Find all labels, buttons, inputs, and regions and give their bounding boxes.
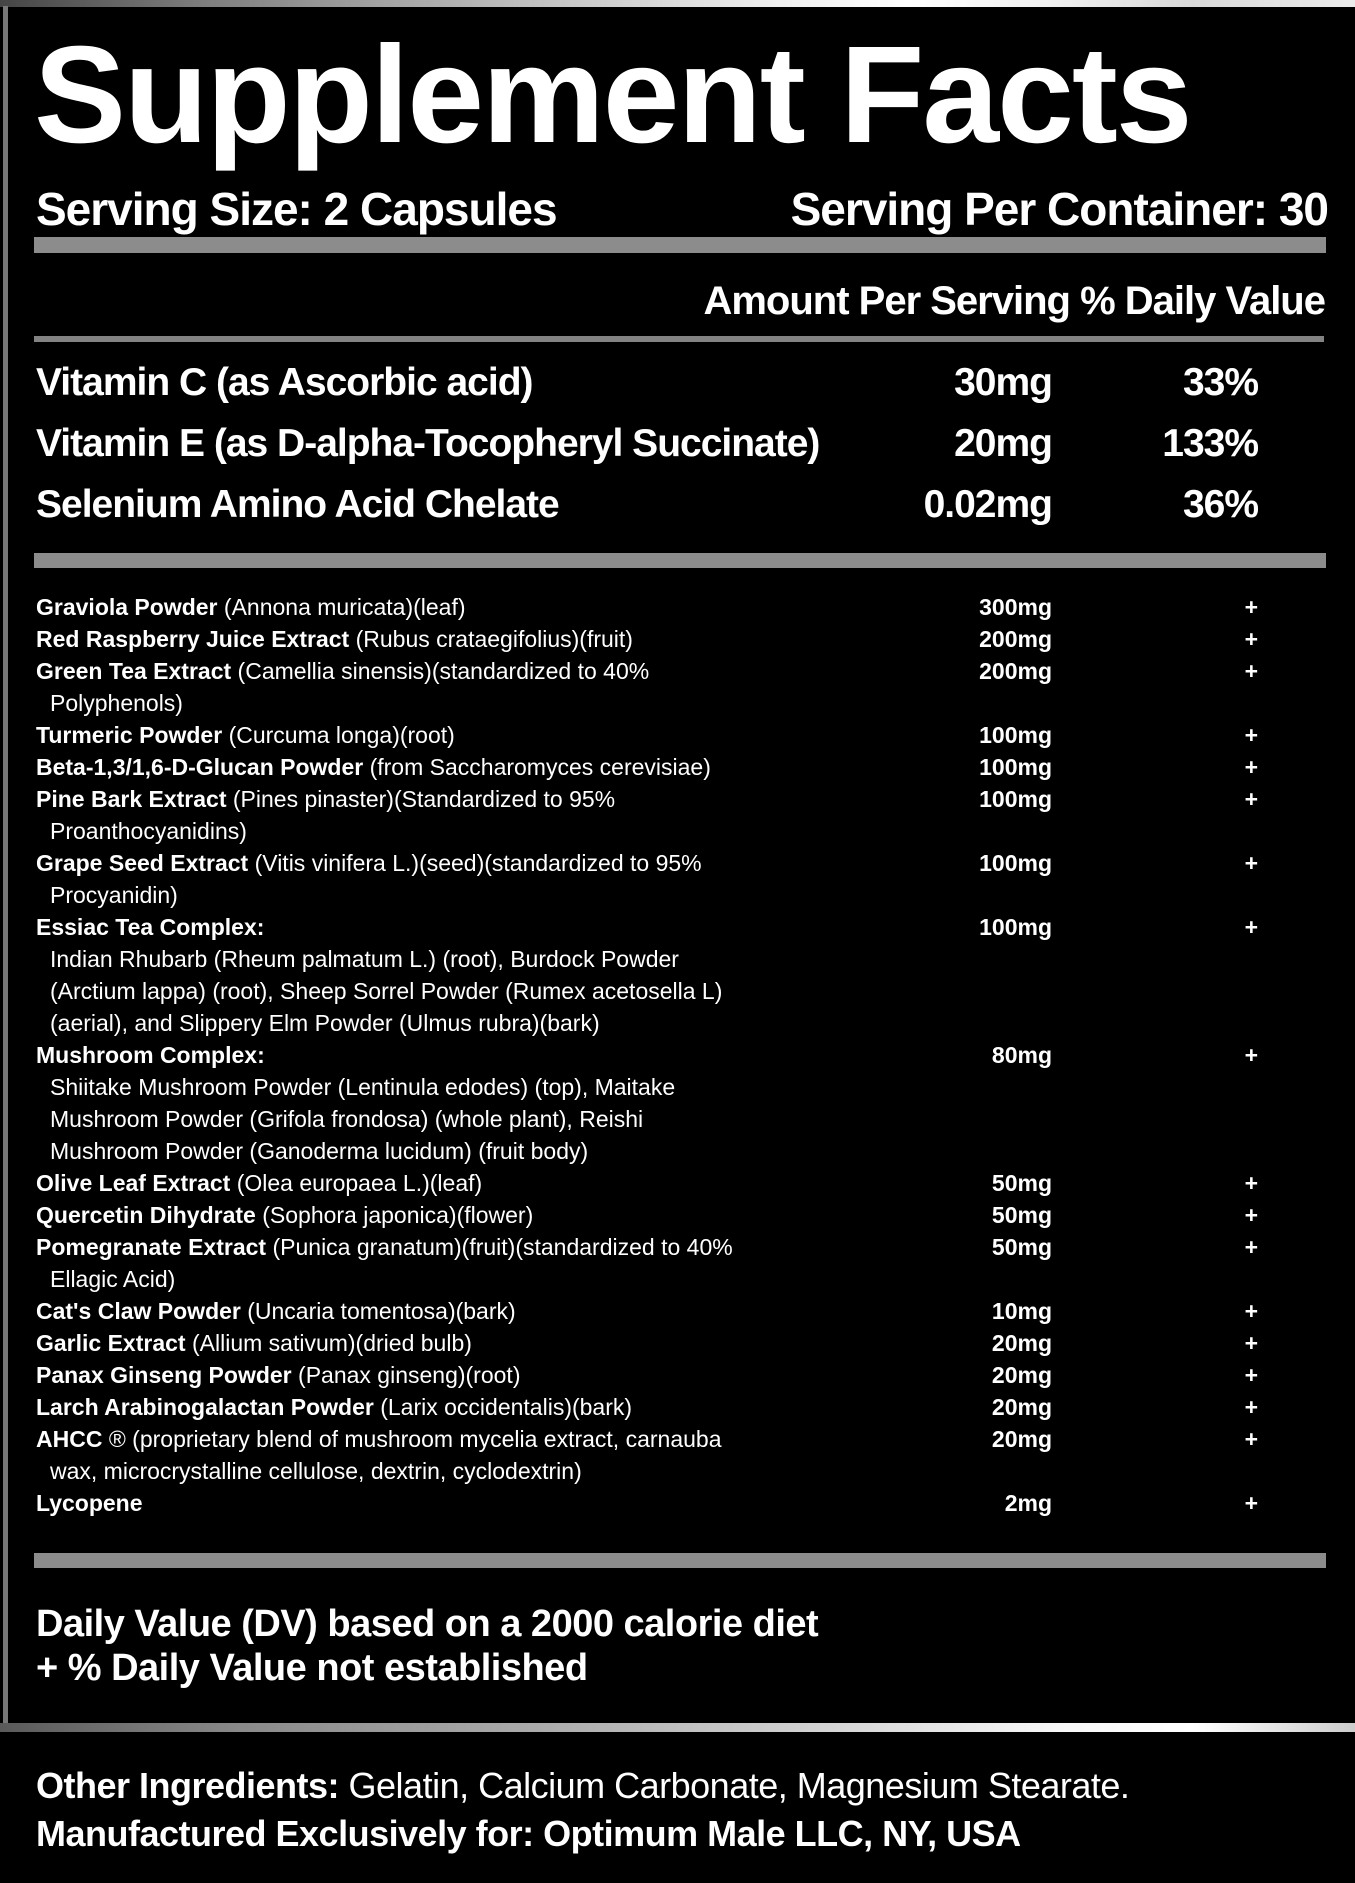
- ingredient-name: (Arctium lappa) (root), Sheep Sorrel Powder (Rumex acetosella L): [50, 977, 723, 1004]
- ingredient-row: [36, 911, 1325, 943]
- ingredient-name: AHCC ® (proprietary blend of mushroom mycelia extract, carnauba: [36, 1425, 722, 1452]
- ingredient-daily-value: +: [1244, 1329, 1258, 1356]
- ingredient-daily-value: +: [1244, 593, 1258, 620]
- other-ingredients-value: Gelatin, Calcium Carbonate, Magnesium Stearate.: [339, 1765, 1130, 1806]
- ingredient-row: [36, 1199, 1325, 1231]
- vitamin-amount: 20mg: [954, 421, 1052, 465]
- ingredient-daily-value: +: [1244, 1361, 1258, 1388]
- serving-size: Serving Size: 2 Capsules: [36, 183, 557, 235]
- ingredient-amount: 100mg: [979, 913, 1052, 940]
- ingredient-amount: 2mg: [1004, 1489, 1052, 1516]
- ingredient-daily-value: +: [1244, 1393, 1258, 1420]
- ingredient-amount: 100mg: [979, 849, 1052, 876]
- ingredient-name: Pine Bark Extract (Pines pinaster)(Standardized to 95%: [36, 785, 616, 812]
- ingredient-amount: 80mg: [991, 1041, 1052, 1068]
- ingredient-name: Indian Rhubarb (Rheum palmatum L.) (root), Burdock Powder: [50, 945, 679, 972]
- vitamin-amount: 0.02mg: [923, 482, 1052, 526]
- ingredients-table: [36, 591, 1325, 1519]
- ingredient-row: [36, 1391, 1325, 1423]
- vitamins-table: [36, 352, 1325, 535]
- ingredient-row: [36, 687, 1325, 719]
- ingredient-row: [36, 1103, 1325, 1135]
- ingredient-row: [36, 1071, 1325, 1103]
- ingredient-row: [36, 591, 1325, 623]
- ingredient-row: [36, 751, 1325, 783]
- ingredient-name: Essiac Tea Complex:: [36, 913, 265, 940]
- ingredient-row: [36, 655, 1325, 687]
- ingredient-row: [36, 1295, 1325, 1327]
- ingredient-amount: 20mg: [991, 1425, 1052, 1452]
- ingredient-row: [36, 1007, 1325, 1039]
- ingredient-row: [36, 815, 1325, 847]
- vitamin-name: Vitamin C (as Ascorbic acid): [36, 360, 533, 404]
- left-border-line: [3, 6, 8, 1732]
- ingredient-row: [36, 847, 1325, 879]
- ingredient-name: Shiitake Mushroom Powder (Lentinula edodes) (top), Maitake: [50, 1073, 676, 1100]
- ingredient-daily-value: +: [1244, 913, 1258, 940]
- servings-per-container: Serving Per Container: 30: [790, 183, 1328, 235]
- ingredient-amount: 50mg: [991, 1169, 1052, 1196]
- ingredient-row: [36, 1455, 1325, 1487]
- ingredient-name: wax, microcrystalline cellulose, dextrin, cyclodextrin): [50, 1457, 582, 1484]
- ingredient-amount: 20mg: [991, 1329, 1052, 1356]
- ingredient-name: Pomegranate Extract (Punica granatum)(fruit)(standardized to 40%: [36, 1233, 733, 1260]
- vitamin-name: Vitamin E (as D-alpha-Tocopheryl Succinate): [36, 421, 820, 465]
- ingredient-name: Panax Ginseng Powder (Panax ginseng)(root): [36, 1361, 521, 1388]
- ingredient-row: [36, 719, 1325, 751]
- vitamin-name: Selenium Amino Acid Chelate: [36, 482, 559, 526]
- ingredient-name: Polyphenols): [50, 689, 183, 716]
- ingredient-row: [36, 1487, 1325, 1519]
- ingredient-name: Garlic Extract (Allium sativum)(dried bulb): [36, 1329, 472, 1356]
- ingredient-amount: 100mg: [979, 785, 1052, 812]
- ingredient-daily-value: +: [1244, 1425, 1258, 1452]
- ingredient-amount: 300mg: [979, 593, 1052, 620]
- serving-info: [36, 182, 1328, 236]
- ingredient-amount: 10mg: [991, 1297, 1052, 1324]
- metallic-divider: [0, 1723, 1355, 1732]
- vitamin-daily-value: 33%: [1182, 360, 1258, 404]
- vitamin-amount: 30mg: [954, 360, 1052, 404]
- ingredient-daily-value: +: [1244, 657, 1258, 684]
- ingredient-amount: 50mg: [991, 1201, 1052, 1228]
- ingredient-daily-value: +: [1244, 1233, 1258, 1260]
- ingredient-amount: 100mg: [979, 721, 1052, 748]
- ingredient-amount: 50mg: [991, 1233, 1052, 1260]
- separator-bar-middle: [34, 553, 1326, 568]
- vitamin-daily-value: 133%: [1162, 421, 1258, 465]
- ingredient-amount: 200mg: [979, 657, 1052, 684]
- ingredient-name: (aerial), and Slippery Elm Powder (Ulmus rubra)(bark): [50, 1009, 600, 1036]
- ingredient-name: Proanthocyanidins): [50, 817, 247, 844]
- ingredient-name: Grape Seed Extract (Vitis vinifera L.)(seed)(standardized to 95%: [36, 849, 702, 876]
- ingredient-row: [36, 879, 1325, 911]
- ingredient-amount: 200mg: [979, 625, 1052, 652]
- ingredient-row: [36, 975, 1325, 1007]
- ingredient-name: Cat's Claw Powder (Uncaria tomentosa)(bark): [36, 1297, 516, 1324]
- separator-bar-bottom: [34, 1553, 1326, 1568]
- ingredient-daily-value: +: [1244, 1489, 1258, 1516]
- ingredient-row: [36, 1039, 1325, 1071]
- separator-bar-top: [34, 237, 1326, 253]
- vitamin-row: [36, 352, 1325, 413]
- ingredient-row: [36, 1263, 1325, 1295]
- ingredient-name: Beta-1,3/1,6-D-Glucan Powder (from Saccharomyces cerevisiae): [36, 753, 711, 780]
- ingredient-row: [36, 1167, 1325, 1199]
- ingredient-row: [36, 623, 1325, 655]
- ingredient-row: [36, 783, 1325, 815]
- ingredient-name: Quercetin Dihydrate (Sophora japonica)(flower): [36, 1201, 534, 1228]
- ingredient-row: [36, 1135, 1325, 1167]
- metallic-top-edge: [0, 0, 1355, 7]
- ingredient-daily-value: +: [1244, 849, 1258, 876]
- ingredient-daily-value: +: [1244, 1041, 1258, 1068]
- ingredient-name: Green Tea Extract (Camellia sinensis)(standardized to 40%: [36, 657, 650, 684]
- ingredient-name: Mushroom Complex:: [36, 1041, 265, 1068]
- ingredient-daily-value: +: [1244, 1169, 1258, 1196]
- manufactured-line: Manufactured Exclusively for: Optimum Male LLC, NY, USA: [36, 1813, 1021, 1854]
- ingredient-row: [36, 1327, 1325, 1359]
- other-ingredients-line: [36, 1762, 1328, 1810]
- vitamin-daily-value: 36%: [1182, 482, 1258, 526]
- ingredient-name: Mushroom Powder (Grifola frondosa) (whole plant), Reishi: [50, 1105, 644, 1132]
- ingredient-amount: 100mg: [979, 753, 1052, 780]
- ingredient-name: Mushroom Powder (Ganoderma lucidum) (fruit body): [50, 1137, 589, 1164]
- ingredient-amount: 20mg: [991, 1393, 1052, 1420]
- thin-rule: [34, 336, 1324, 342]
- ingredient-name: Lycopene: [36, 1489, 143, 1516]
- ingredient-amount: 20mg: [991, 1361, 1052, 1388]
- page-title: Supplement Facts: [34, 18, 1191, 172]
- ingredient-name: Olive Leaf Extract (Olea europaea L.)(leaf): [36, 1169, 483, 1196]
- vitamin-row: [36, 413, 1325, 474]
- columns-header: Amount Per Serving % Daily Value: [703, 279, 1325, 323]
- footnote-line-2: + % Daily Value not established: [36, 1647, 588, 1689]
- daily-value-footnote: [36, 1602, 1328, 1690]
- ingredient-daily-value: +: [1244, 721, 1258, 748]
- ingredient-name: Turmeric Powder (Curcuma longa)(root): [36, 721, 455, 748]
- footer-info: [36, 1762, 1328, 1858]
- ingredient-row: [36, 1359, 1325, 1391]
- ingredient-daily-value: +: [1244, 1297, 1258, 1324]
- other-ingredients-label: Other Ingredients:: [36, 1765, 340, 1806]
- vitamin-row: [36, 474, 1325, 535]
- ingredient-daily-value: +: [1244, 1201, 1258, 1228]
- ingredient-name: Ellagic Acid): [50, 1265, 176, 1292]
- ingredient-name: Larch Arabinogalactan Powder (Larix occidentalis)(bark): [36, 1393, 633, 1420]
- ingredient-name: Procyanidin): [50, 881, 178, 908]
- ingredient-row: [36, 1423, 1325, 1455]
- ingredient-daily-value: +: [1244, 785, 1258, 812]
- ingredient-row: [36, 943, 1325, 975]
- footnote-line-1: Daily Value (DV) based on a 2000 calorie diet: [36, 1603, 819, 1645]
- ingredient-name: Red Raspberry Juice Extract (Rubus crataegifolius)(fruit): [36, 625, 633, 652]
- ingredient-daily-value: +: [1244, 625, 1258, 652]
- ingredient-name: Graviola Powder (Annona muricata)(leaf): [36, 593, 466, 620]
- ingredient-row: [36, 1231, 1325, 1263]
- ingredient-daily-value: +: [1244, 753, 1258, 780]
